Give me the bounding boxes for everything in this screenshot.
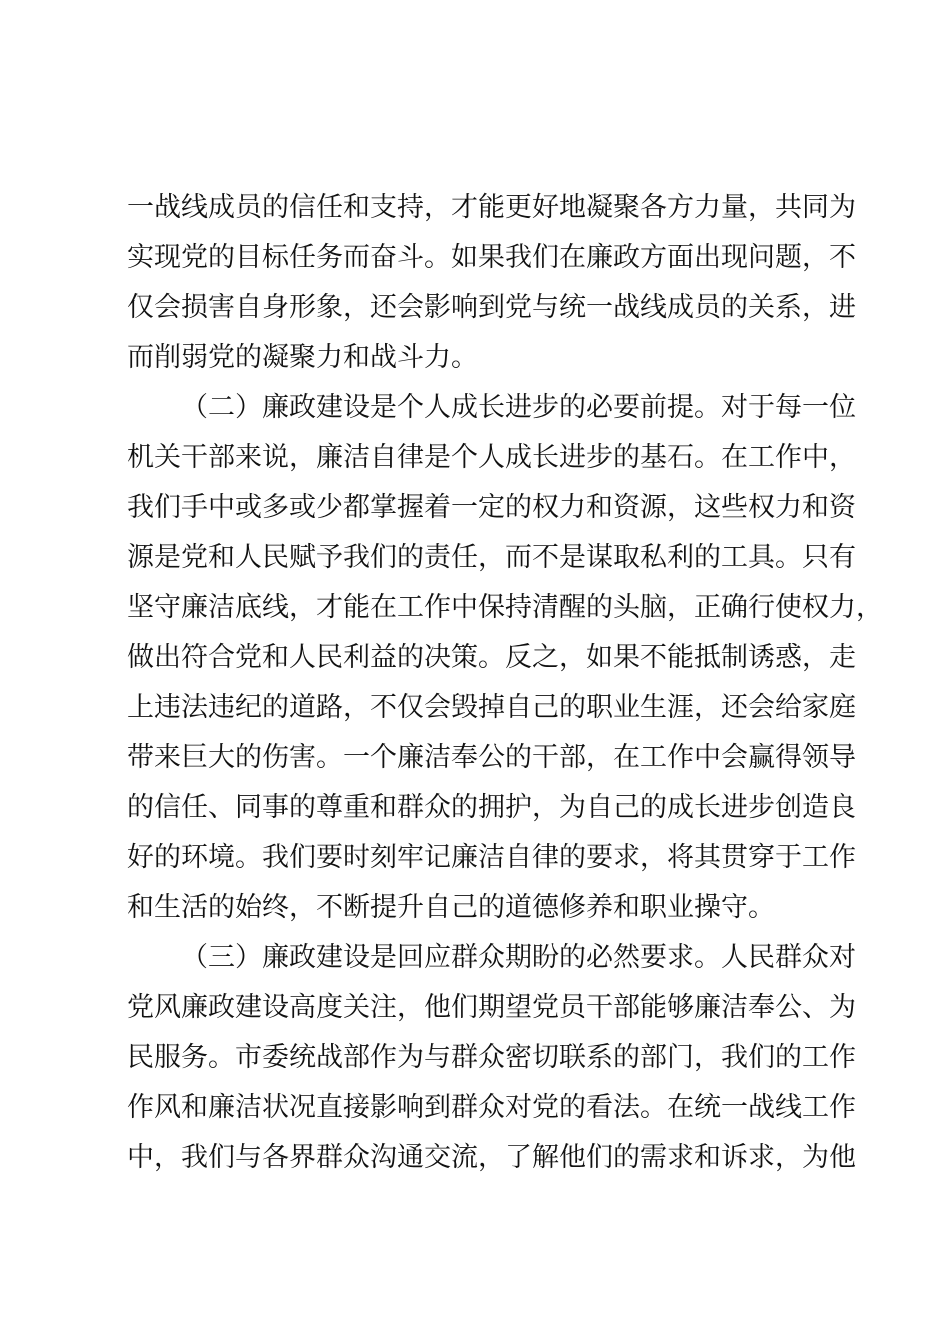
paragraph-line: 带来巨大的伤害。一个廉洁奉公的干部，在工作中会赢得领导 (127, 742, 856, 773)
paragraph-line: 源是党和人民赋予我们的责任，而不是谋取私利的工具。只有 (127, 542, 856, 573)
paragraph-line: 实现党的目标任务而奋斗。如果我们在廉政方面出现问题，不 (127, 242, 856, 273)
paragraph-line: 仅会损害自身形象，还会影响到党与统一战线成员的关系，进 (127, 292, 856, 323)
paragraph-line: 作风和廉洁状况直接影响到群众对党的看法。在统一战线工作 (127, 1092, 856, 1123)
section-heading-line: （三）廉政建设是回应群众期盼的必然要求。人民群众对 (181, 942, 856, 973)
section-heading-line: （二）廉政建设是个人成长进步的必要前提。对于每一位 (181, 392, 856, 423)
paragraph-line: 好的环境。我们要时刻牢记廉洁自律的要求，将其贯穿于工作 (127, 842, 856, 873)
paragraph-line: 而削弱党的凝聚力和战斗力。 (127, 342, 478, 373)
paragraph-line: 我们手中或多或少都掌握着一定的权力和资源，这些权力和资 (127, 492, 856, 523)
paragraph-line: 一战线成员的信任和支持，才能更好地凝聚各方力量，共同为 (127, 192, 856, 223)
paragraph-line: 的信任、同事的尊重和群众的拥护，为自己的成长进步创造良 (127, 792, 856, 823)
paragraph-line: 坚守廉洁底线，才能在工作中保持清醒的头脑，正确行使权力， (127, 592, 883, 623)
paragraph-line: 民服务。市委统战部作为与群众密切联系的部门，我们的工作 (127, 1042, 856, 1073)
paragraph-line: 机关干部来说，廉洁自律是个人成长进步的基石。在工作中， (127, 442, 856, 473)
paragraph-line: 做出符合党和人民利益的决策。反之，如果不能抵制诱惑，走 (127, 642, 856, 673)
paragraph-line: 和生活的始终，不断提升自己的道德修养和职业操守。 (127, 892, 775, 923)
paragraph-line: 中，我们与各界群众沟通交流，了解他们的需求和诉求，为他 (127, 1142, 856, 1173)
paragraph-line: 上违法违纪的道路，不仅会毁掉自己的职业生涯，还会给家庭 (127, 692, 856, 723)
paragraph-line: 党风廉政建设高度关注，他们期望党员干部能够廉洁奉公、为 (127, 992, 856, 1023)
document-body (127, 183, 883, 1183)
